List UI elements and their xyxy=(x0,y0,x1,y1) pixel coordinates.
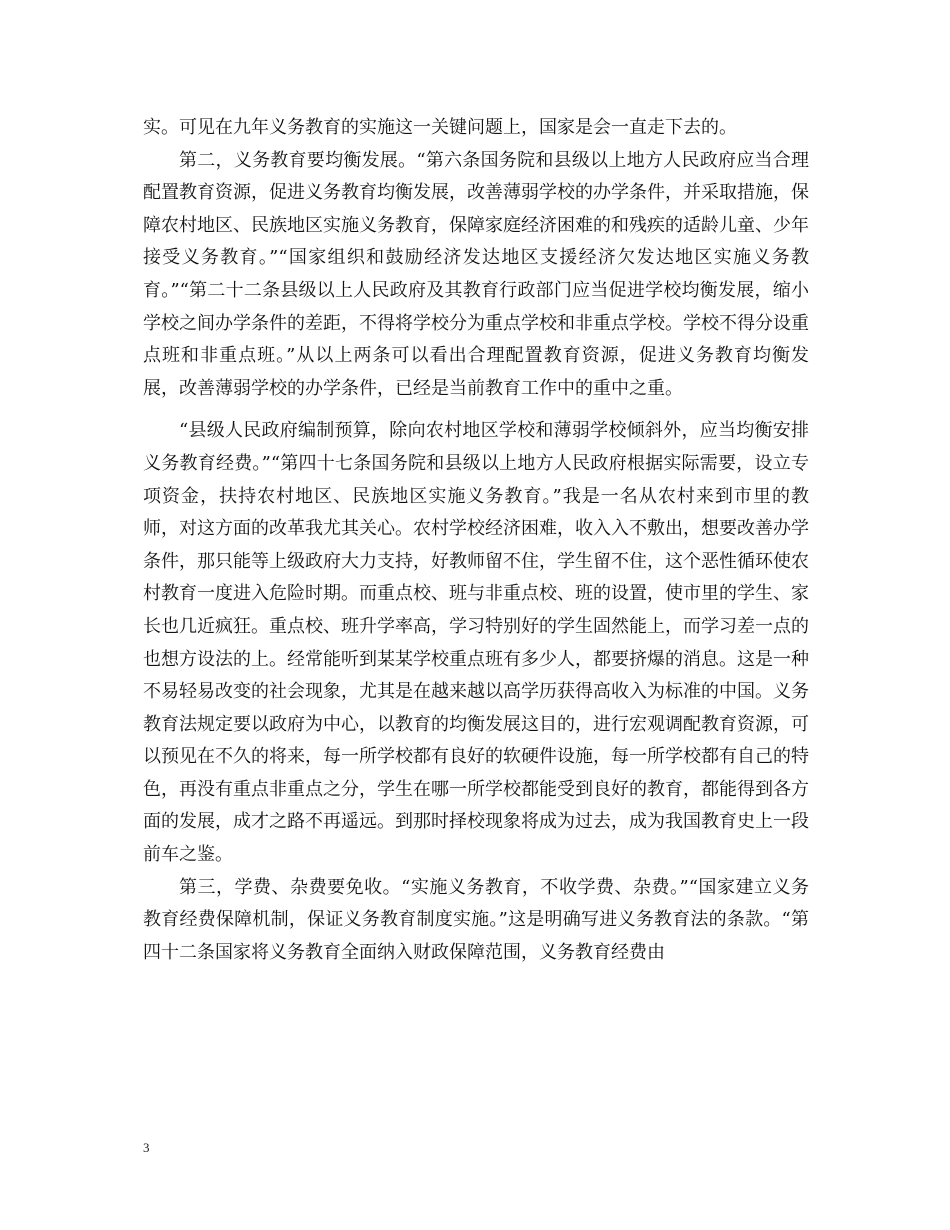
page-number: 3 xyxy=(143,1140,150,1155)
paragraph-continuation: 实。可见在九年义务教育的实施这一关键问题上，国家是会一直走下去的。 xyxy=(143,117,737,138)
paragraph-third-point: 第三，学费、杂费要免收。“实施义务教育，不收学费、杂费。”“国家建立义务教育经费保障机制，保证义务教育制度实施。”这是明确写进义务教育法的条款。“第四十二条国家将义务教育全面纳入财政保障范围，义务教育经费由 xyxy=(143,876,809,963)
paragraph-budget: “县级人民政府编制预算，除向农村地区学校和薄弱学校倾斜外，应当均衡安排义务教育经费。”“第四十七条国务院和县级以上地方人民政府根据实际需要，设立专项资金，扶持农村地区、民族地区实施义务教育。”我是一名从农村来到市里的教师，对这方面的改革我尤其关心。农村学校经济困难，收入入不敷出，想要改善办学条件，那只能等上级政府大力支持，好教师留不住，学生留不住，这个恶性循环使农村教育一度进入危险时期。而重点校、班与非重点校、班的设置，使市里的学生、家长也几近疯狂。重点校、班升学率高，学习特别好的学生固然能上，而学习差一点的也想方设法的上。经常能听到某某学校重点班有多少人，都要挤爆的消息。这是一种不易轻易改变的社会现象，尤其是在越来越以高学历获得高收入为标准的中国。义务教育法规定要以政府为中心，以教育的均衡发展这目的，进行宏观调配教育资源，可以预见在不久的将来，每一所学校都有良好的软硬件设施，每一所学校都有自己的特色，再没有重点非重点之分，学生在哪一所学校都能受到良好的教育，都能得到各方面的发展，成才之路不再遥远。到那时择校现象将成为过去，成为我国教育史上一段前车之鉴。 xyxy=(143,420,809,866)
paragraph-second-point: 第二，义务教育要均衡发展。“第六条国务院和县级以上地方人民政府应当合理配置教育资源，促进义务教育均衡发展，改善薄弱学校的办学条件，并采取措施，保障农村地区、民族地区实施义务教育，保障家庭经济困难的和残疾的适龄儿童、少年接受义务教育。”“国家组织和鼓励经济发达地区支援经济欠发达地区实施义务教育。”“第二十二条县级以上人民政府及其教育行政部门应当促进学校均衡发展，缩小学校之间办学条件的差距，不得将学校分为重点学校和非重点学校。学校不得分设重点班和非重点班。”从以上两条可以看出合理配置教育资源，促进义务教育均衡发展，改善薄弱学校的办学条件，已经是当前教育工作中的重中之重。 xyxy=(143,149,809,399)
document-body xyxy=(143,112,809,969)
